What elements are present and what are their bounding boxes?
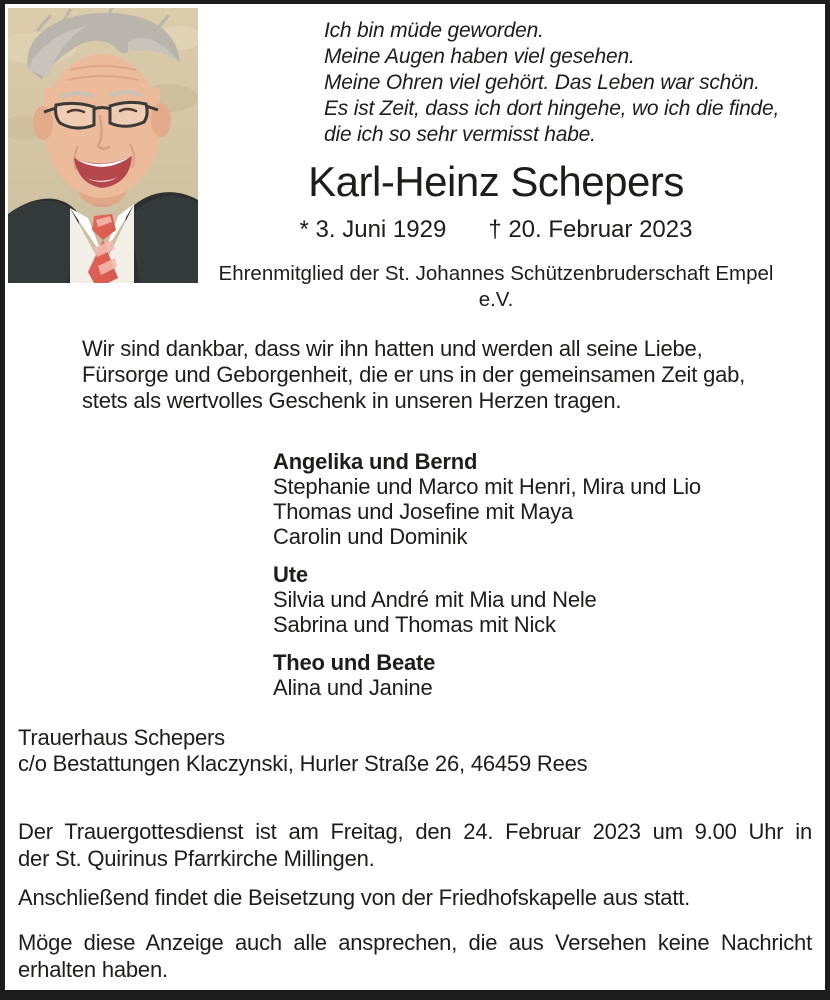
family-group [273, 449, 813, 549]
family-list [273, 449, 813, 713]
family-group-head: Angelika und Bernd [273, 449, 478, 474]
family-member: Stephanie und Marco mit Henri, Mira und Lio [273, 474, 701, 499]
family-group-head: Theo und Beate [273, 650, 436, 675]
family-member: Carolin und Dominik [273, 524, 468, 549]
closing-note [18, 929, 812, 983]
tribute-line: Wir sind dankbar, dass wir ihn hatten und werden all seine Liebe, [82, 336, 703, 361]
poem-line: Meine Ohren viel gehört. Das Leben war schön. [324, 71, 760, 94]
family-group [273, 650, 813, 700]
poem-line: die ich so sehr vermisst habe. [324, 123, 596, 146]
burial-info: Anschließend findet die Beisetzung von der Friedhofskapelle aus statt. [18, 885, 691, 910]
poem [324, 18, 779, 148]
tribute-line: Fürsorge und Geborgenheit, die er uns in der gemeinsamen Zeit gab, [82, 362, 746, 387]
family-member: Thomas und Josefine mit Maya [273, 499, 574, 524]
poem-line: Meine Augen haben viel gesehen. [324, 45, 635, 68]
service-info [18, 818, 812, 872]
poem-line: Es ist Zeit, dass ich dort hingehe, wo ich die finde, [324, 97, 780, 120]
closing-line: Möge diese Anzeige auch alle ansprechen, die aus Versehen keine Nachricht [18, 930, 812, 955]
memorial-photo [8, 8, 198, 283]
service-line: der St. Quirinus Pfarrkirche Millingen. [18, 846, 375, 871]
tribute-paragraph [82, 336, 812, 414]
deceased-name: Karl-Heinz Schepers [308, 158, 684, 205]
tribute-line: stets als wertvolles Geschenk in unseren Herzen tragen. [82, 388, 622, 413]
family-group-head: Ute [273, 562, 308, 587]
mourning-house-address: c/o Bestattungen Klaczynski, Hurler Straße 26, 46459 Rees [18, 751, 588, 776]
closing-line: erhalten haben. [18, 957, 168, 982]
portrait-illustration [8, 8, 198, 283]
honorary-membership: Ehrenmitglied der St. Johannes Schützenbruderschaft Empel e.V. [218, 262, 774, 311]
mourning-house-name: Trauerhaus Schepers [18, 725, 225, 750]
mourning-house [18, 725, 798, 777]
death-date: † 20. Februar 2023 [488, 216, 693, 243]
poem-line: Ich bin müde geworden. [324, 19, 544, 42]
family-member: Silvia und André mit Mia und Nele [273, 587, 597, 612]
family-group [273, 562, 813, 637]
life-dates [200, 215, 792, 245]
birth-date: * 3. Juni 1929 [299, 216, 447, 243]
service-line: Der Trauergottesdienst ist am Freitag, den 24. Februar 2023 um 9.00 Uhr in [18, 819, 812, 844]
family-member: Sabrina und Thomas mit Nick [273, 612, 556, 637]
family-member: Alina und Janine [273, 675, 433, 700]
